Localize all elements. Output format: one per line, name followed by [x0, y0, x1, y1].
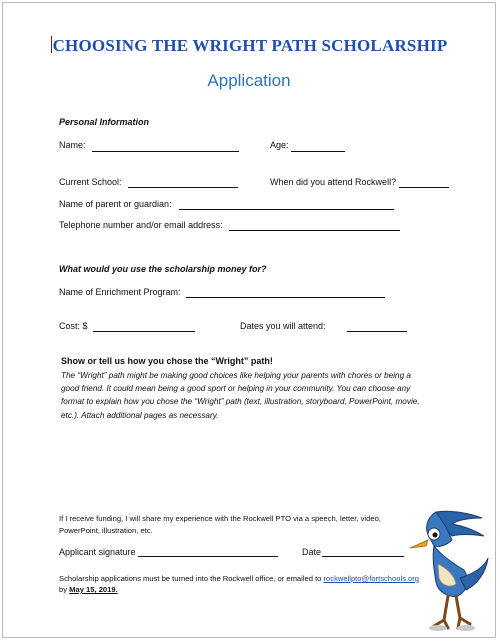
enrichment-program-label: Name of Enrichment Program: — [59, 287, 181, 297]
title-text: CHOOSING THE WRIGHT PATH SCHOLARSHIP — [52, 36, 448, 55]
wright-path-paragraph: The “Wright” path might be making good choices like helping your parents with chores or being a good friend. It could mean being a good sport or helping in your community. You can choose any format to explain how you chose the “Wright” path (text, illustration, storyboard, PowerPoint, movie, etc.). Attach additional pages as necessary. — [61, 371, 420, 420]
page-subtitle: Application — [207, 71, 291, 90]
signature-field[interactable] — [138, 556, 278, 557]
cost-label: Cost: $ — [59, 321, 88, 331]
email-link[interactable]: rockwellpto@fortschools.org — [323, 574, 420, 583]
scholarship-use-question: What would you use the scholarship money for? — [59, 264, 267, 274]
attend-rockwell-label: When did you attend Rockwell? — [270, 177, 397, 187]
page-title — [3, 36, 495, 56]
enrichment-program-field[interactable] — [186, 297, 385, 298]
date-field[interactable] — [322, 556, 404, 557]
name-field[interactable] — [92, 151, 239, 152]
date-label: Date — [302, 547, 322, 557]
current-school-field[interactable] — [128, 187, 238, 188]
cost-field[interactable] — [93, 331, 195, 332]
name-label: Name: — [59, 140, 86, 150]
text-cursor — [51, 36, 52, 53]
dates-attend-label: Dates you will attend: — [240, 321, 326, 331]
roadrunner-mascot-icon — [408, 508, 490, 636]
parent-guardian-field[interactable] — [179, 209, 394, 210]
submission-text: Scholarship applications must be turned into the Rockwell office, or emailed to — [59, 574, 324, 583]
attend-rockwell-field[interactable] — [399, 187, 449, 188]
funding-statement: If I receive funding, I will share my experience with the Rockwell PTO via a speech, letter, video, PowerPoint, illustration, etc. — [59, 514, 381, 535]
contact-field[interactable] — [229, 230, 400, 231]
section-personal-information: Personal Information — [59, 117, 150, 127]
submission-instructions — [59, 574, 419, 583]
deadline-date: May 15, 2019. — [69, 585, 118, 594]
age-label: Age: — [270, 140, 289, 150]
contact-label: Telephone number and/or email address: — [59, 220, 223, 230]
deadline-line — [59, 585, 118, 594]
deadline-prefix: by — [59, 585, 70, 594]
signature-label: Applicant signature — [59, 547, 136, 557]
application-page — [2, 2, 496, 638]
age-field[interactable] — [291, 151, 345, 152]
wright-path-heading: Show or tell us how you chose the “Wright” path! — [61, 356, 273, 366]
parent-guardian-label: Name of parent or guardian: — [59, 199, 172, 209]
current-school-label: Current School: — [59, 177, 122, 187]
dates-attend-field[interactable] — [347, 331, 407, 332]
